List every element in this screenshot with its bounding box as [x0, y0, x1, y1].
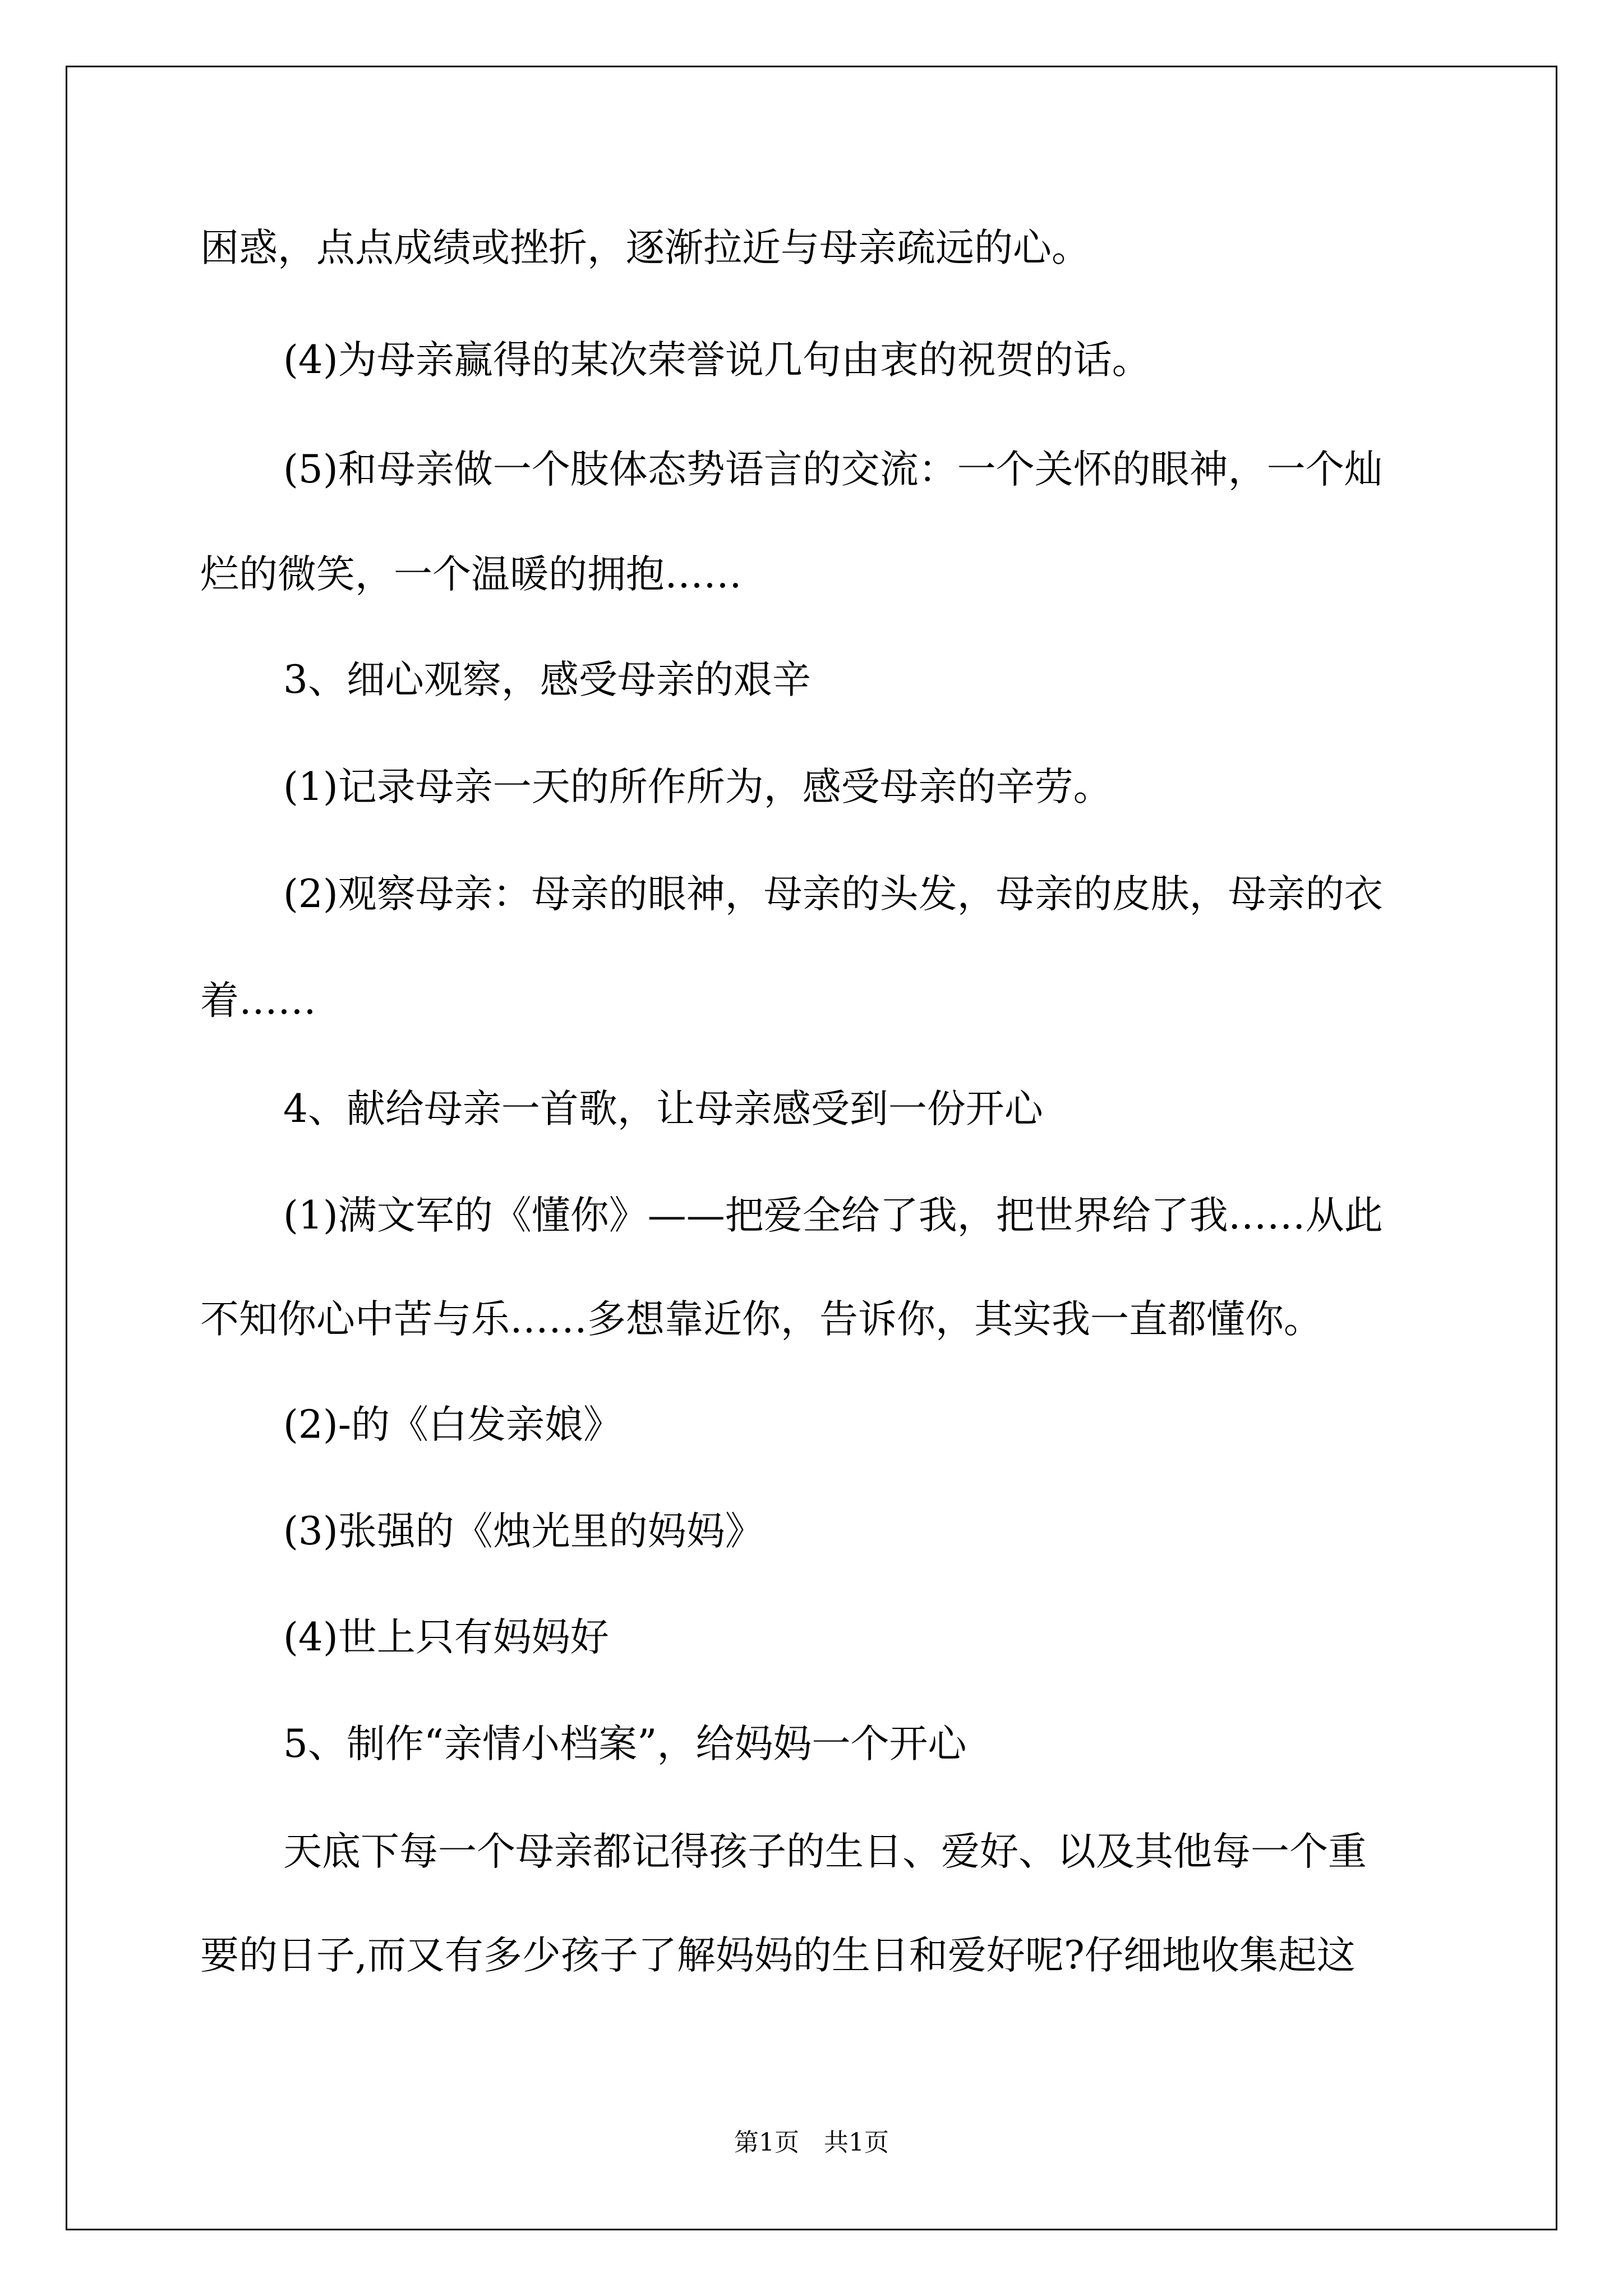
text-line-9: 4、献给母亲一首歌，让母亲感受到一份开心 — [283, 1087, 1043, 1131]
text-line-5: 3、细心观察，感受母亲的艰辛 — [283, 657, 811, 702]
text-line-11: 不知你心中苦与乐……多想靠近你，告诉你，其实我一直都懂你。 — [200, 1297, 1322, 1342]
text-line-7: (2)观察母亲：母亲的眼神，母亲的头发，母亲的皮肤，母亲的衣 — [283, 872, 1383, 917]
text-line-2: (4)为母亲赢得的某次荣誉说几句由衷的祝贺的话。 — [283, 338, 1151, 383]
text-line-3: (5)和母亲做一个肢体态势语言的交流：一个关怀的眼神，一个灿 — [283, 447, 1383, 492]
text-line-12: (2)-的《白发亲娘》 — [283, 1402, 623, 1447]
page-border — [66, 66, 1557, 2230]
text-line-4: 烂的微笑，一个温暖的拥抱…… — [200, 552, 742, 597]
text-line-1: 困惑，点点成绩或挫折，逐渐拉近与母亲疏远的心。 — [200, 226, 1090, 270]
text-line-6: (1)记录母亲一天的所作所为，感受母亲的辛劳。 — [283, 765, 1112, 809]
page-footer: 第1页 共1页 — [734, 2128, 889, 2157]
text-line-14: (4)世上只有妈妈好 — [283, 1615, 609, 1660]
text-line-15: 5、制作“亲情小档案”，给妈妈一个开心 — [283, 1722, 967, 1766]
text-line-8: 着…… — [200, 978, 316, 1023]
text-line-16: 天底下每一个母亲都记得孩子的生日、爱好、以及其他每一个重 — [283, 1829, 1367, 1874]
text-line-10: (1)满文军的《懂你》——把爱全给了我，把世界给了我……从此 — [283, 1193, 1383, 1238]
text-line-13: (3)张强的《烛光里的妈妈》 — [283, 1509, 764, 1554]
text-line-17: 要的日子,而又有多少孩子了解妈妈的生日和爱好呢?仔细地收集起这 — [200, 1933, 1355, 1978]
